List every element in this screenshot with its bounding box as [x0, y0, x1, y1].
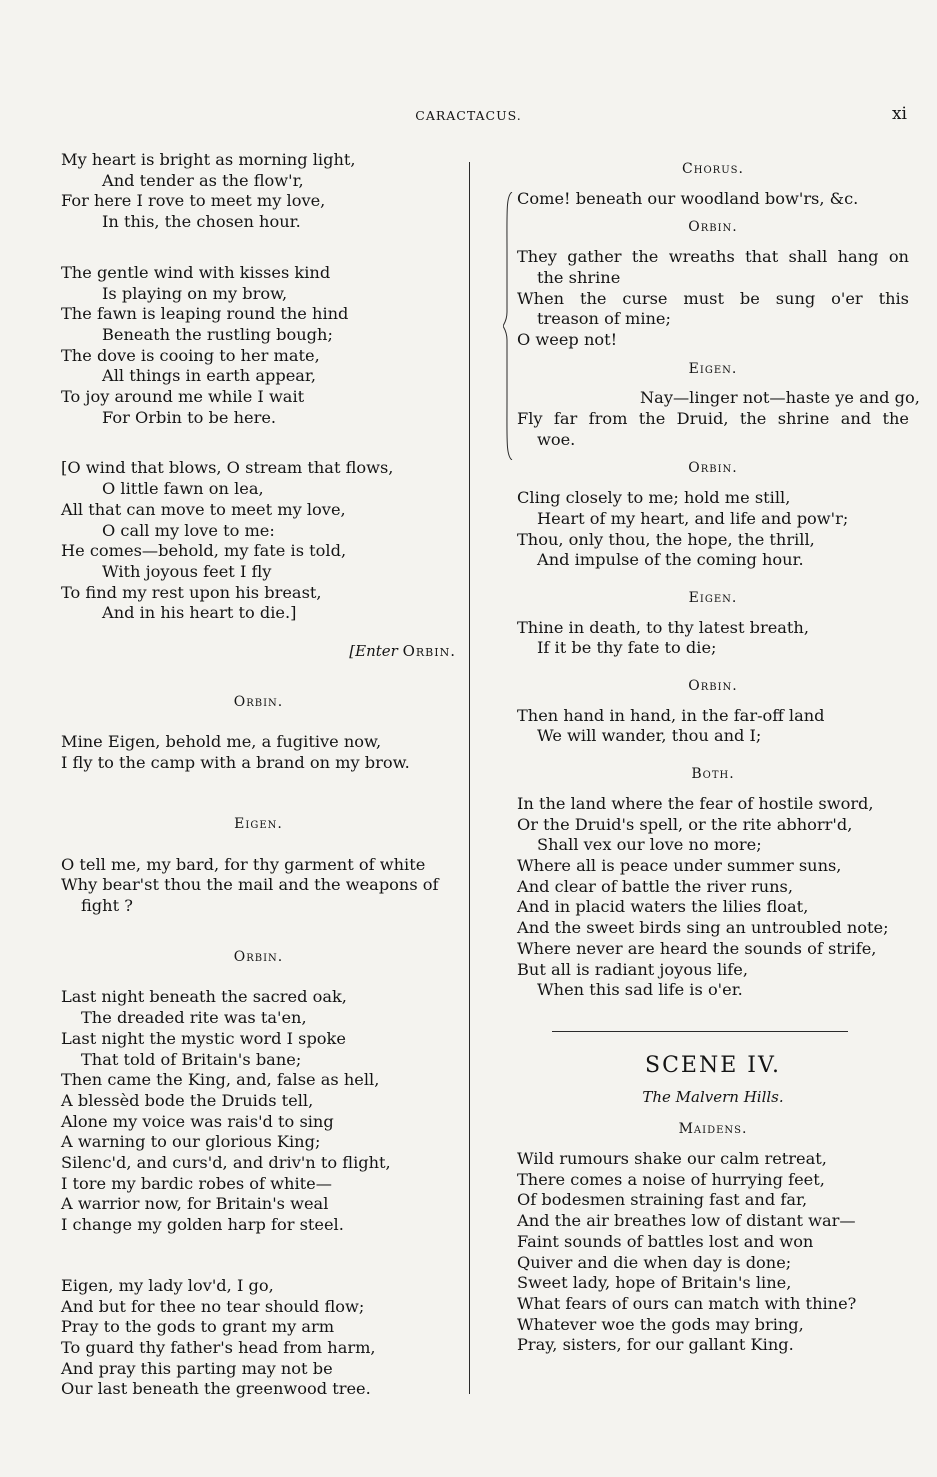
speaker-name: Orbin.: [233, 948, 284, 965]
verse-line: Fly far from the Druid, the shrine and the: [517, 409, 909, 429]
verse-line: Last night beneath the sacred oak,: [61, 987, 347, 1007]
verse-line: Thine in death, to thy latest breath,: [517, 617, 810, 637]
verse-line: Nay—linger not—haste ye and go,: [640, 388, 920, 408]
speaker-name: Eigen.: [688, 589, 738, 606]
verse-line: fight ?: [81, 895, 133, 915]
verse-line: Where never are heard the sounds of strife,: [517, 938, 877, 958]
verse-line: Sweet lady, hope of Britain's line,: [517, 1273, 792, 1293]
verse-line: And the sweet birds sing an untroubled note;: [517, 918, 889, 938]
verse-line: O weep not!: [517, 329, 618, 349]
verse-line: woe.: [537, 429, 576, 449]
verse-line: Mine Eigen, behold me, a fugitive now,: [61, 732, 382, 752]
verse-line: And tender as the flow'r,: [102, 170, 304, 190]
verse-line: Quiver and die when day is done;: [517, 1252, 792, 1272]
verse-line: The dreaded rite was ta'en,: [81, 1008, 307, 1028]
stanza: [517, 189, 909, 210]
speaker-name: Orbin.: [688, 460, 738, 477]
verse-line: Then hand in hand, in the far-off land: [517, 705, 825, 725]
verse-line: For Orbin to be here.: [102, 407, 277, 427]
speaker-name: Chorus.: [682, 161, 744, 177]
speaker-name: Eigen.: [234, 815, 283, 832]
stage-direction-verb: [Enter: [349, 642, 398, 661]
verse-line: But all is radiant joyous life,: [517, 959, 749, 979]
verse-line: To joy around me while I wait: [61, 387, 305, 407]
verse-line: They gather the wreaths that shall hang on: [517, 247, 909, 267]
verse-line: The gentle wind with kisses kind: [61, 262, 331, 282]
verse-line: Alone my voice was rais'd to sing: [61, 1111, 334, 1131]
stanza: [517, 618, 909, 659]
verse-line: Beneath the rustling bough;: [102, 324, 333, 344]
scene-title: SCENE IV.: [645, 1052, 781, 1078]
verse-line: To guard thy father's head from harm,: [61, 1337, 376, 1357]
stage-direction: [61, 641, 456, 662]
verse-line: And but for thee no tear should flow;: [61, 1296, 365, 1316]
verse-line: And impulse of the coming hour.: [537, 550, 804, 570]
verse-line: Then came the King, and, false as hell,: [61, 1070, 380, 1090]
verse-line: Thou, only thou, the hope, the thrill,: [517, 529, 815, 549]
stanza: [517, 1149, 909, 1356]
verse-line: And in his heart to die.]: [102, 603, 297, 623]
verse-line: Why bear'st thou the mail and the weapons of: [61, 875, 439, 895]
brace-icon: [503, 192, 513, 460]
left-column: [61, 150, 456, 1421]
verse-line: I change my golden harp for steel.: [61, 1215, 344, 1235]
verse-line: Wild rumours shake our calm retreat,: [517, 1149, 827, 1169]
stanza: [61, 732, 456, 773]
verse-line: O call my love to me:: [102, 520, 275, 540]
verse-line: I tore my bardic robes of white—: [61, 1173, 332, 1193]
verse-line: If it be thy fate to die;: [537, 638, 717, 658]
speaker-name: Orbin.: [688, 219, 738, 236]
verse-line: A warning to our glorious King;: [61, 1132, 321, 1152]
verse-line: Heart of my heart, and life and pow'r;: [537, 508, 849, 528]
stanza: [517, 706, 909, 747]
speaker-name: Eigen.: [688, 360, 738, 377]
scene-place: The Malvern Hills.: [642, 1087, 784, 1106]
verse-line: Silenc'd, and curs'd, and driv'n to flight,: [61, 1153, 391, 1173]
verse-line: Whatever woe the gods may bring,: [517, 1314, 804, 1334]
stanza: [517, 247, 909, 351]
verse-line: We will wander, thou and I;: [537, 726, 762, 746]
verse-line: Faint sounds of battles lost and won: [517, 1231, 814, 1251]
verse-line: Pray, sisters, for our gallant King.: [517, 1335, 794, 1355]
verse-line: Last night the mystic word I spoke: [61, 1028, 346, 1048]
stage-direction-name: Orbin.: [402, 642, 456, 661]
verse-line: He comes—behold, my fate is told,: [61, 541, 347, 561]
verse-line: With joyous feet I fly: [102, 561, 272, 581]
stanza: [517, 794, 909, 1001]
running-title: CARACTACUS.: [415, 108, 522, 123]
verse-line: Is playing on my brow,: [102, 283, 288, 303]
verse-line: In the land where the fear of hostile sword,: [517, 793, 874, 813]
speaker-name: Maidens.: [678, 1121, 748, 1138]
verse-line: Or the Druid's spell, or the rite abhorr'd,: [517, 814, 853, 834]
speaker-name: Both.: [691, 766, 735, 783]
stanza: [61, 855, 456, 917]
verse-line: Cling closely to me; hold me still,: [517, 488, 791, 508]
verse-line: Eigen, my lady lov'd, I go,: [61, 1275, 274, 1295]
verse-line: That told of Britain's bane;: [81, 1049, 302, 1069]
section-divider: [552, 1031, 848, 1032]
verse-line: Of bodesmen straining fast and far,: [517, 1190, 808, 1210]
verse-line: The fawn is leaping round the hind: [61, 304, 349, 324]
verse-line: All that can move to meet my love,: [61, 499, 346, 519]
verse-line: treason of mine;: [537, 309, 671, 329]
verse-line: A warrior now, for Britain's weal: [61, 1194, 329, 1214]
verse-line: And pray this parting may not be: [61, 1358, 333, 1378]
verse-line: When the curse must be sung o'er this: [517, 288, 909, 308]
verse-line: And clear of battle the river runs,: [517, 876, 794, 896]
verse-line: To find my rest upon his breast,: [61, 582, 322, 602]
verse-line: Shall vex our love no more;: [537, 835, 762, 855]
verse-line: O little fawn on lea,: [102, 479, 264, 499]
verse-line: And in placid waters the lilies float,: [517, 897, 809, 917]
column-rule: [469, 162, 470, 1394]
verse-line: Come! beneath our woodland bow'rs, &c.: [517, 188, 859, 208]
stanza: [61, 263, 456, 429]
verse-line: I fly to the camp with a brand on my brow.: [61, 753, 410, 773]
speaker-name: Orbin.: [233, 693, 284, 710]
verse-line: My heart is bright as morning light,: [61, 150, 356, 169]
right-column: [517, 159, 920, 1377]
verse-line: In this, the chosen hour.: [102, 212, 301, 232]
speaker-name: Orbin.: [688, 678, 738, 695]
verse-line: What fears of ours can match with thine?: [517, 1293, 857, 1313]
stanza: [61, 1276, 456, 1400]
verse-line: O tell me, my bard, for thy garment of white: [61, 854, 426, 874]
verse-line: the shrine: [537, 267, 621, 287]
verse-line: A blessèd bode the Druids tell,: [61, 1090, 314, 1110]
verse-line: When this sad life is o'er.: [537, 980, 743, 1000]
verse-line: For here I rove to meet my love,: [61, 191, 326, 211]
page-number: xi: [891, 104, 907, 124]
stanza: [61, 458, 456, 624]
verse-line: And the air breathes low of distant war—: [517, 1211, 856, 1231]
verse-line: Our last beneath the greenwood tree.: [61, 1379, 371, 1399]
verse-line: Pray to the gods to grant my arm: [61, 1317, 335, 1337]
stanza: [517, 488, 909, 571]
stanza: [517, 388, 920, 450]
verse-line: Where all is peace under summer suns,: [517, 855, 842, 875]
verse-line: The dove is cooing to her mate,: [61, 345, 320, 365]
verse-line: [O wind that blows, O stream that flows,: [61, 458, 394, 478]
stanza: [61, 150, 456, 233]
verse-line: All things in earth appear,: [102, 366, 317, 386]
stanza: [61, 987, 456, 1235]
verse-line: There comes a noise of hurrying feet,: [517, 1169, 825, 1189]
